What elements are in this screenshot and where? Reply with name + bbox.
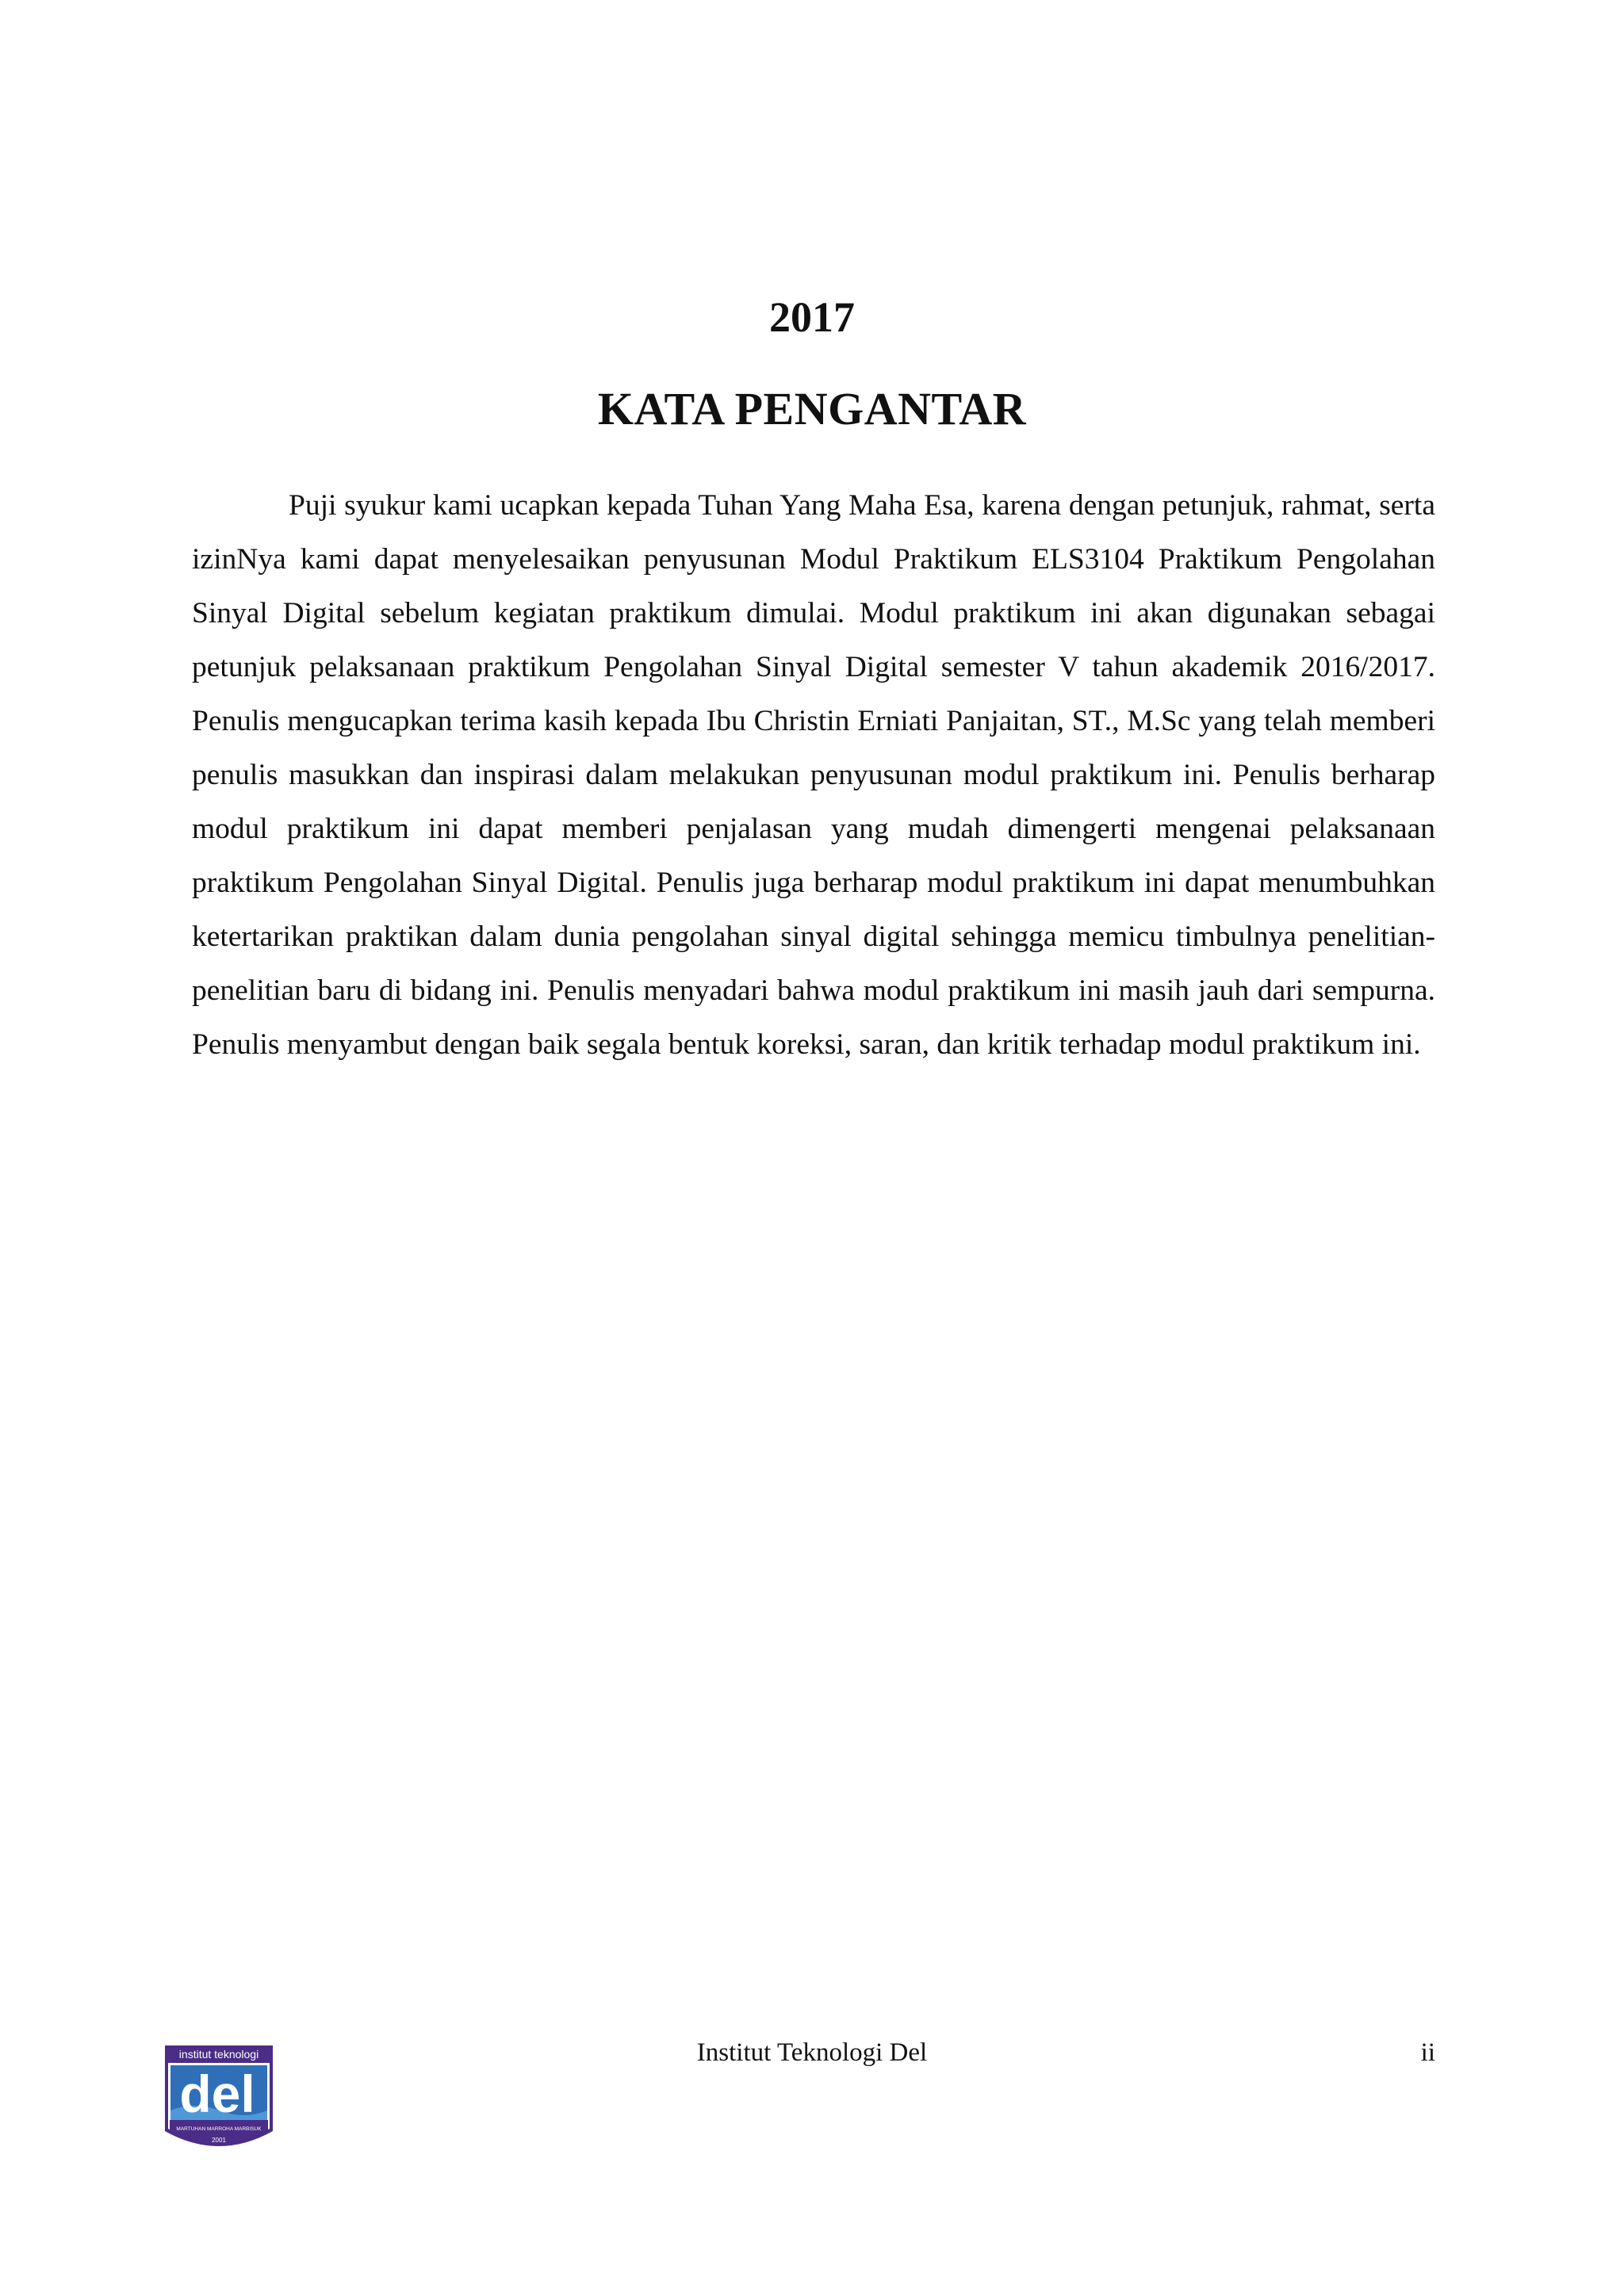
svg-text:institut teknologi: institut teknologi bbox=[178, 2048, 259, 2061]
footer-institution: Institut Teknologi Del bbox=[696, 2038, 928, 2067]
page-title: KATA PENGANTAR bbox=[597, 383, 1027, 434]
svg-text:MARTUHAN MARROHA MARBISUK: MARTUHAN MARROHA MARBISUK bbox=[176, 2126, 262, 2132]
document-year: 2017 bbox=[769, 293, 855, 341]
footer-page-number: ii bbox=[1420, 2038, 1435, 2067]
svg-text:del: del bbox=[179, 2064, 255, 2123]
body-paragraph: Puji syukur kami ucapkan kepada Tuhan Yang Maha Esa, karena dengan petunjuk, rahmat, serta izinNya kami dapat menyelesaikan penyusunan Modul Praktikum ELS3104 Praktikum Pengolahan Sinyal Digital sebelum kegiatan praktikum dimulai. Modul praktikum ini akan digunakan sebagai petunjuk pelaksanaan praktikum Pengolahan Sinyal Digital semester V tahun akademik 2016/2017. Penulis mengucapkan terima kasih kepada Ibu Christin Erniati Panjaitan, ST., M.Sc yang telah memberi penulis masukkan dan inspirasi dalam melakukan penyusunan modul praktikum ini. Penulis berharap modul praktikum ini dapat memberi penjalasan yang mudah dimengerti mengenai pelaksanaan praktikum Pengolahan Sinyal Digital. Penulis juga berharap modul praktikum ini dapat menumbuhkan ketertarikan praktikan dalam dunia pengolahan sinyal digital sehingga memicu timbulnya penelitian-penelitian baru di bidang ini. Penulis menyadari bahwa modul praktikum ini masih jauh dari sempurna. Penulis menyambut dengan baik segala bentuk koreksi, saran, dan kritik terhadap modul praktikum ini. bbox=[192, 489, 1435, 1061]
svg-text:2001: 2001 bbox=[212, 2137, 226, 2144]
